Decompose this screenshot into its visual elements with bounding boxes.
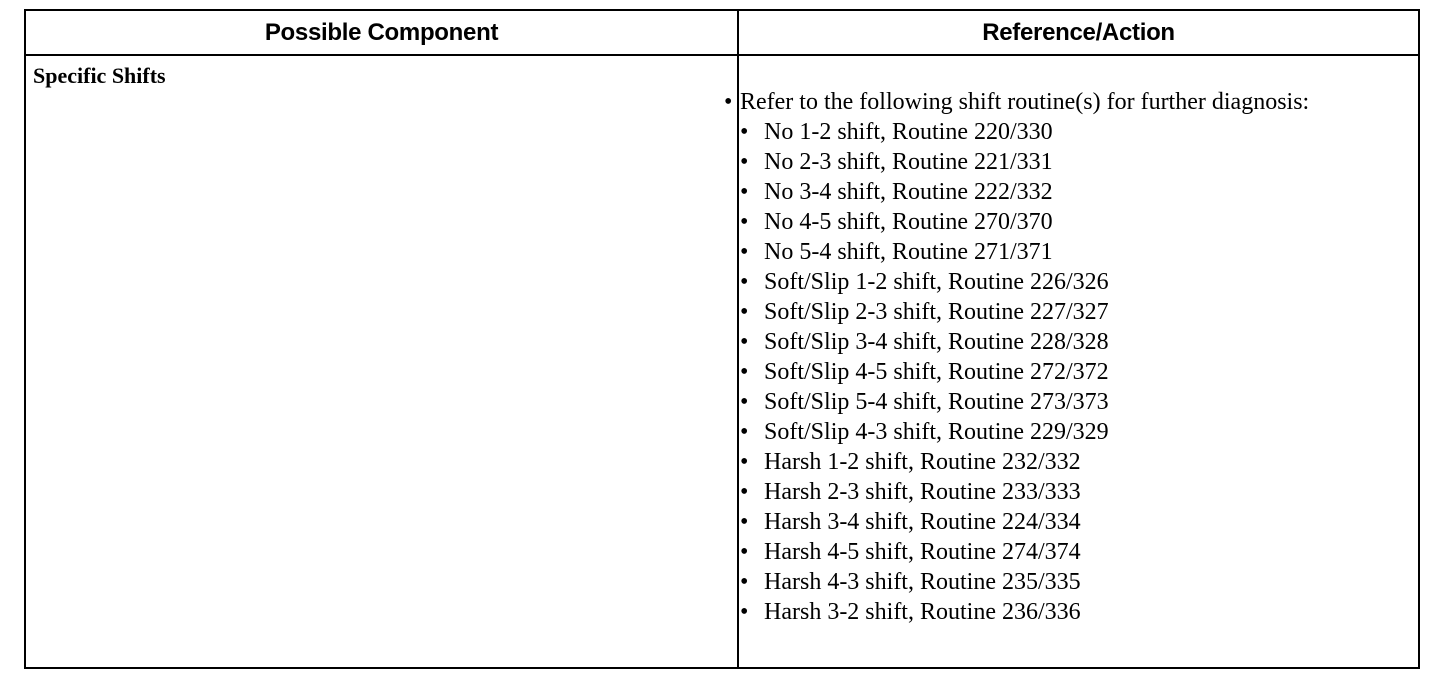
- routine-list-item: [740, 387, 1384, 417]
- routine-text: No 3-4 shift, Routine 222/332: [764, 179, 1053, 205]
- routine-text: Harsh 2-3 shift, Routine 233/333: [764, 479, 1081, 505]
- routine-list-item: [740, 567, 1384, 597]
- bullet-icon: •: [740, 239, 749, 265]
- routine-list-item: [740, 477, 1384, 507]
- routine-text: Soft/Slip 5-4 shift, Routine 273/373: [764, 389, 1109, 415]
- bullet-icon: •: [740, 269, 749, 295]
- bullet-icon: •: [740, 209, 749, 235]
- bullet-icon: •: [740, 419, 749, 445]
- routine-list-item: [740, 357, 1384, 387]
- routine-list-item: [740, 117, 1384, 147]
- routine-text: Harsh 3-4 shift, Routine 224/334: [764, 509, 1081, 535]
- bullet-icon: •: [740, 599, 749, 625]
- bullet-icon: •: [724, 89, 733, 115]
- bullet-icon: •: [740, 119, 749, 145]
- routine-text: Harsh 4-5 shift, Routine 274/374: [764, 539, 1081, 565]
- intro-item: [724, 87, 1384, 117]
- routine-list-item: [740, 327, 1384, 357]
- bullet-icon: •: [740, 509, 749, 535]
- bullet-icon: •: [740, 389, 749, 415]
- bullet-icon: •: [740, 539, 749, 565]
- routine-text: Harsh 4-3 shift, Routine 235/335: [764, 569, 1081, 595]
- routine-text: No 4-5 shift, Routine 270/370: [764, 209, 1053, 235]
- routine-text: No 2-3 shift, Routine 221/331: [764, 149, 1053, 175]
- bullet-icon: •: [740, 179, 749, 205]
- bullet-icon: •: [740, 359, 749, 385]
- routine-text: Soft/Slip 4-3 shift, Routine 229/329: [764, 419, 1109, 445]
- routine-list-item: [740, 267, 1384, 297]
- intro-text: Refer to the following shift routine(s) for further diagnosis:: [740, 89, 1310, 115]
- header-reference-action: Reference/Action: [982, 18, 1175, 46]
- routine-text: No 5-4 shift, Routine 271/371: [764, 239, 1053, 265]
- routine-list-item: [740, 297, 1384, 327]
- routine-list: [724, 117, 1384, 627]
- routine-list-item: [740, 417, 1384, 447]
- header-divider: [26, 54, 1418, 56]
- bullet-icon: •: [740, 449, 749, 475]
- routine-list-item: [740, 447, 1384, 477]
- routine-text: Harsh 3-2 shift, Routine 236/336: [764, 599, 1081, 625]
- routine-list-item: [740, 207, 1384, 237]
- bullet-icon: •: [740, 329, 749, 355]
- routine-list-item: [740, 537, 1384, 567]
- routine-list-item: [740, 147, 1384, 177]
- routine-list-item: [740, 507, 1384, 537]
- reference-action-cell: [724, 87, 1384, 627]
- routine-list-item: [740, 237, 1384, 267]
- bullet-icon: •: [740, 149, 749, 175]
- routine-text: Soft/Slip 4-5 shift, Routine 272/372: [764, 359, 1109, 385]
- routine-list-item: [740, 177, 1384, 207]
- routine-text: Soft/Slip 2-3 shift, Routine 227/327: [764, 299, 1109, 325]
- routine-text: Soft/Slip 3-4 shift, Routine 228/328: [764, 329, 1109, 355]
- bullet-icon: •: [740, 569, 749, 595]
- header-possible-component: Possible Component: [264, 18, 499, 46]
- routine-text: Soft/Slip 1-2 shift, Routine 226/326: [764, 269, 1109, 295]
- routine-text: Harsh 1-2 shift, Routine 232/332: [764, 449, 1081, 475]
- routine-list-item: [740, 597, 1384, 627]
- section-title: Specific Shifts: [33, 63, 166, 88]
- bullet-icon: •: [740, 479, 749, 505]
- routine-text: No 1-2 shift, Routine 220/330: [764, 119, 1053, 145]
- bullet-icon: •: [740, 299, 749, 325]
